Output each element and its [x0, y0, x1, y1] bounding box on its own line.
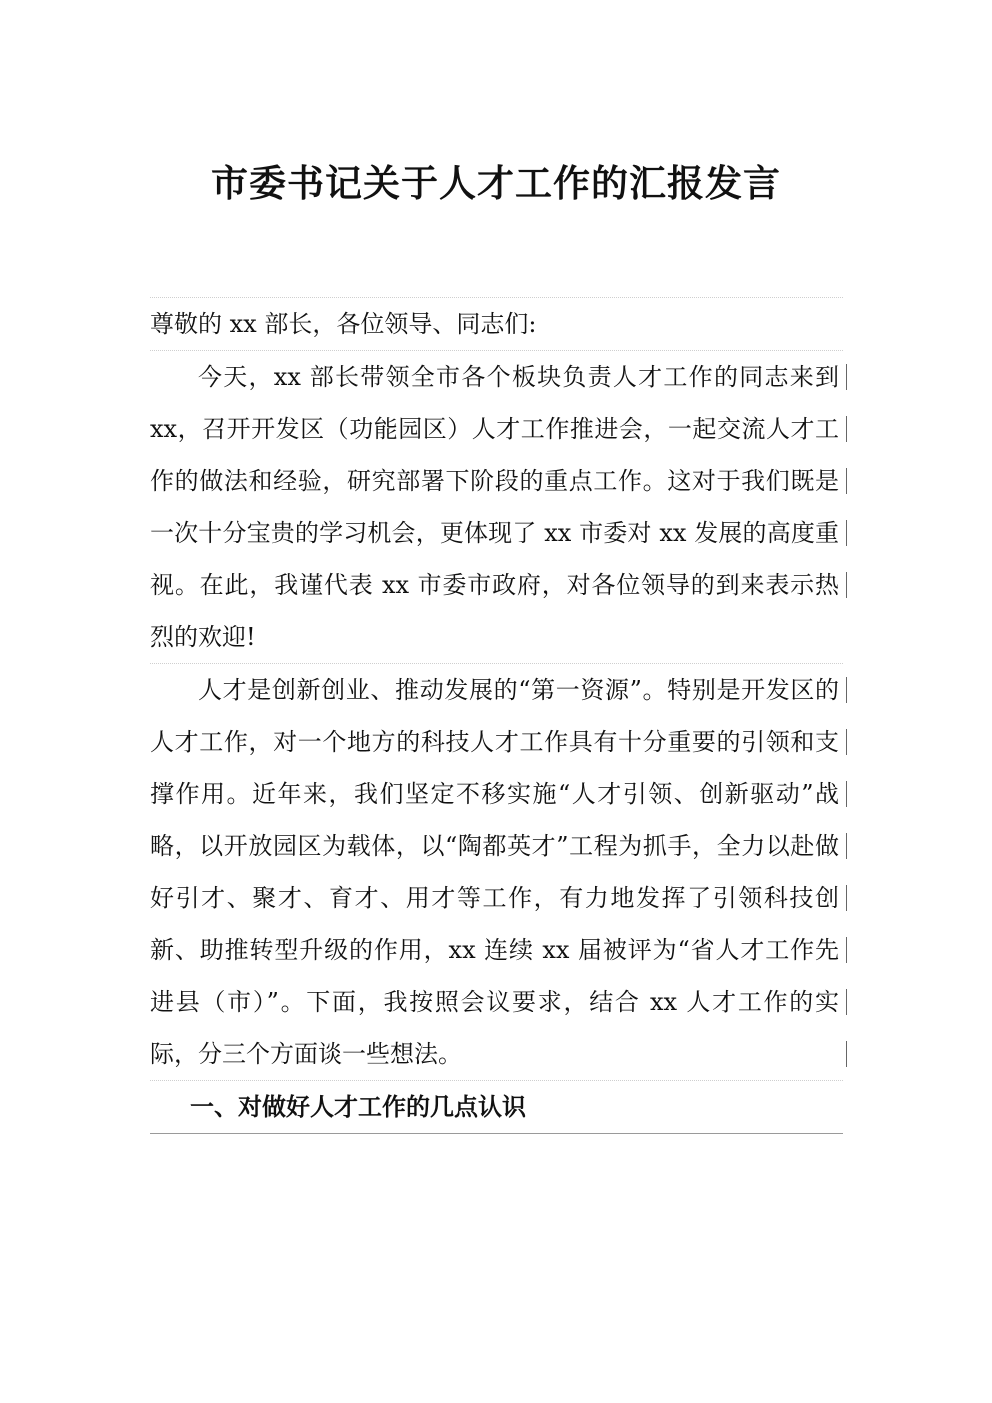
paragraph-welcome: [150, 350, 843, 663]
document-title: 市委书记关于人才工作的汇报发言: [211, 161, 781, 205]
line-end-mark: [846, 989, 847, 1015]
section-heading: 一、对做好人才工作的几点认识: [150, 1080, 843, 1134]
line-end-mark: [846, 520, 847, 546]
line-end-mark: [846, 416, 847, 442]
line-end-mark: [846, 885, 847, 911]
line-end-mark: [846, 781, 847, 807]
line-end-mark: [846, 833, 847, 859]
salutation: 尊敬的 xx 部长，各位领导、同志们:: [150, 297, 843, 350]
line-end-mark: [846, 468, 847, 494]
paragraph-talent-text: 人才是创新创业、推动发展的“第一资源”。特别是开发区的人才工作，对一个地方的科技人才工作具有十分重要的引领和支撑作用。近年来，我们坚定不移实施“人才引领、创新驱动”战略，以开放园区为载体，以“陶都英才”工程为抓手，全力以赴做好引才、聚才、育才、用才等工作，有力地发挥了引领科技创新、助推转型升级的作用，xx 连续 xx 届被评为“省人才工作先进县（市）”。下面，我按照会议要求，结合 xx 人才工作的实际，分三个方面谈一些想法。: [150, 676, 839, 1068]
line-end-mark: [846, 1041, 847, 1067]
paragraph-talent: [150, 663, 843, 1080]
line-end-mark: [846, 729, 847, 755]
line-end-mark: [846, 364, 847, 390]
line-end-mark: [846, 677, 847, 703]
line-end-mark: [846, 572, 847, 598]
line-end-mark: [846, 937, 847, 963]
document-body: [150, 297, 843, 1134]
paragraph-welcome-text: 今天，xx 部长带领全市各个板块负责人才工作的同志来到 xx，召开开发区（功能园区）人才工作推进会，一起交流人才工作的做法和经验，研究部署下阶段的重点工作。这对于我们既是一次十分宝贵的学习机会，更体现了 xx 市委对 xx 发展的高度重视。在此，我谨代表 xx 市委市政府，对各位领导的到来表示热烈的欢迎!: [150, 363, 839, 651]
